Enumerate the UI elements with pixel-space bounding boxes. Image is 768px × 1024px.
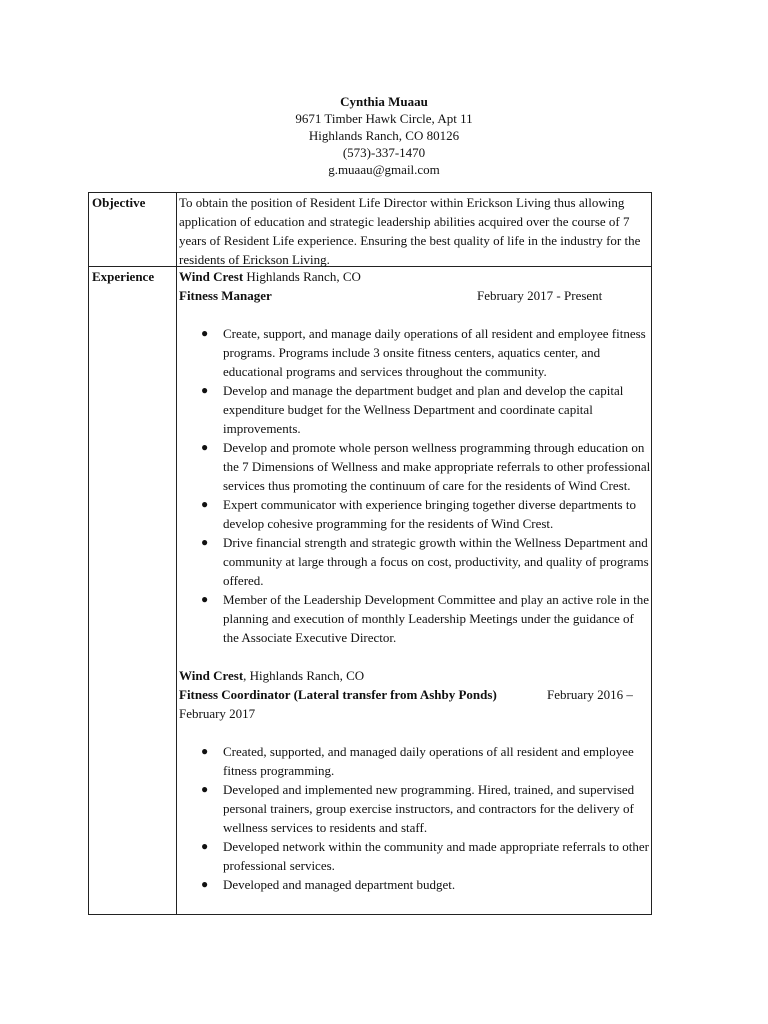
bullet-icon: ● <box>201 782 209 796</box>
bullet-icon: ● <box>201 744 209 758</box>
address-line-1: 9671 Timber Hawk Circle, Apt 11 <box>295 111 473 126</box>
job-2-employer-line <box>179 666 651 685</box>
resume-header <box>0 93 768 178</box>
bullet-icon: ● <box>201 383 209 397</box>
phone-number: (573)-337-1470 <box>342 145 426 160</box>
job-2-dates: February 2016 – <box>547 687 633 702</box>
list-item: ● Developed and managed department budget. <box>201 877 456 892</box>
list-item: ● Develop and promote whole person wellness programming through education on the 7 Dimensions of Wellness and make appropriate referrals to other professional services thus promoting the continuum of care for the residents of Wind Crest. <box>201 440 651 493</box>
column-divider <box>176 193 177 914</box>
job-1-employer: Wind Crest <box>179 269 244 284</box>
experience-label: Experience <box>92 269 155 284</box>
job-2-title: Fitness Coordinator (Lateral transfer from Ashby Ponds) <box>179 687 497 702</box>
job-1-title: Fitness Manager <box>179 288 272 303</box>
job-2-location: , Highlands Ranch, CO <box>243 668 365 683</box>
bullet-icon: ● <box>201 326 209 340</box>
list-item: ● Develop and manage the department budget and plan and develop the capital expenditure budget for the Wellness Department and coordinate capital improvements. <box>201 383 624 436</box>
email-address: g.muaau@gmail.com <box>328 162 440 177</box>
objective-label: Objective <box>92 195 146 210</box>
bullet-icon: ● <box>201 839 209 853</box>
job-2-bullet-list <box>179 742 651 894</box>
job-1-bullet-list <box>179 324 651 647</box>
job-2-employer: Wind Crest <box>179 668 244 683</box>
list-item: ● Drive financial strength and strategic growth within the Wellness Department and community at large through a focus on cost, productivity, and quality of programs offered. <box>201 535 649 588</box>
job-1-employer-line <box>179 267 651 286</box>
list-item: ● Created, supported, and managed daily operations of all resident and employee fitness programming. <box>201 744 634 778</box>
job-2-title-line <box>179 685 651 704</box>
resume-table <box>88 192 652 915</box>
bullet-icon: ● <box>201 592 209 606</box>
job-1-dates: February 2017 - Present <box>477 288 603 303</box>
bullet-icon: ● <box>201 440 209 454</box>
job-2-dates-continued: February 2017 <box>179 706 256 721</box>
list-item: ● Developed network within the community and made appropriate referrals to other professional services. <box>201 839 649 873</box>
list-item: ● Member of the Leadership Development Committee and play an active role in the planning and execution of monthly Leadership Meetings under the guidance of the Associate Executive Director. <box>201 592 649 645</box>
list-item: ● Developed and implemented new programming. Hired, trained, and supervised personal trainers, group exercise instructors, and contractors for the delivery of wellness services to residents and staff. <box>201 782 635 835</box>
experience-content <box>179 267 651 894</box>
job-1-location: Highlands Ranch, CO <box>243 269 361 284</box>
job-1-title-line <box>179 286 651 305</box>
list-item: ● Create, support, and manage daily operations of all resident and employee fitness programs. Programs include 3 onsite fitness centers, aquatics center, and educational programs and services throughout the community. <box>201 326 646 379</box>
bullet-icon: ● <box>201 497 209 511</box>
bullet-icon: ● <box>201 535 209 549</box>
objective-text: To obtain the position of Resident Life Director within Erickson Living thus allowing application of education and strategic leadership abilities acquired over the course of 7 years of Resident Life experience. Ensuring the best quality of life in the industry for the residents of Erickson Living. <box>179 195 641 267</box>
bullet-icon: ● <box>201 877 209 891</box>
address-line-2: Highlands Ranch, CO 80126 <box>308 128 460 143</box>
applicant-name: Cynthia Muaau <box>340 94 428 109</box>
list-item: ● Expert communicator with experience bringing together diverse departments to develop cohesive programming for the residents of Wind Crest. <box>201 497 636 531</box>
